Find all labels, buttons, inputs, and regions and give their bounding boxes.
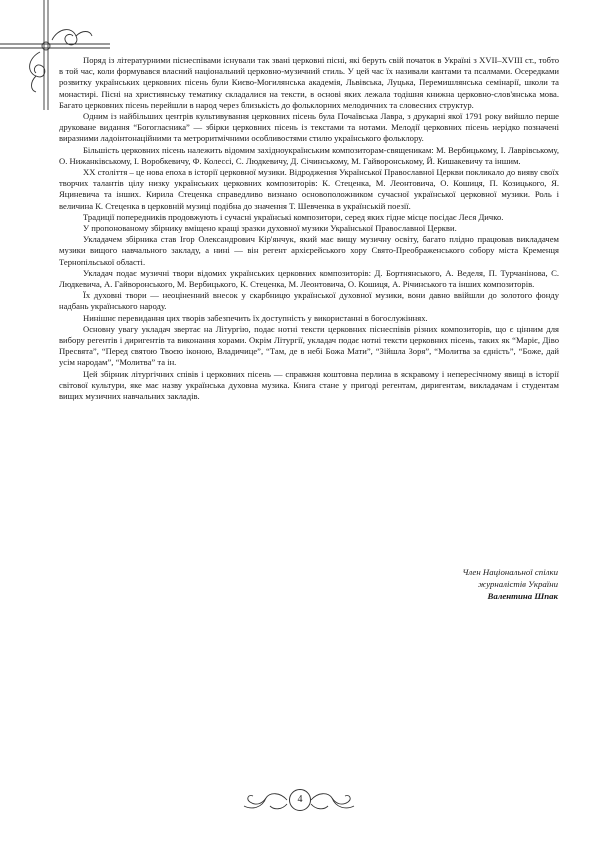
paragraph: Основну увагу укладач звертає на Літургію, подає нотні тексти церковних піснеспівів різних композиторів, що є цінним для вибору регентів і диригентів та виконання хорами. Окрім Літургії, укладач подає нотні тексти церковних пісень, таких як “Маріє, Діво Пресвята”, “Перед святою Твоєю іконою, Владичице”, “Там, де в небі Божа Мати”, “Зійшла Зоря”, “Молитва за єдність”, “Боже, дай усім народам”, “Молитва” та ін. <box>59 323 559 368</box>
paragraph: Більшість церковних пісень належить відомим західноукраїнським композиторам-священикам: М. Вербицькому, І. Лаврівському, О. Нижанківському, І. Воробкевичу, Ф. Колессі, С. Людкевичу, Д. Січинському, М. Гайворонському, Й. Кишакевичу та іншим. <box>59 144 559 166</box>
page-footer <box>0 780 595 820</box>
signature-name: Валентина Шпак <box>487 591 558 601</box>
paragraph: У пропонованому збірнику вміщено кращі зразки духовної музики Української Православної Церкви. <box>83 223 457 234</box>
paragraph: Їх духовні твори — неоціненний внесок у скарбницю української духовної музики, вони давно ввійшли до золотого фонду надбань українського народу. <box>59 290 559 312</box>
page-number: 4 <box>289 789 311 811</box>
paragraph: XX століття – це нова епоха в історії церковної музики. Відродження Української Православної Церкви покликало до вияву своїх творчих талантів цілу низку українських церковних композиторів: К. Стеценка, М. Леонтовича, О. Кошиця, П. Козицького, Я. Яциневича та інших. Кирила Стеценка справедливо визнано основоположником сучасної української церковної музики. Роль і величина К. Стеценка в церковній музиці подібна до значення Т. Шевченка в українській поезії. <box>59 167 559 211</box>
paragraph: Цей збірник літургічних співів і церковних пісень — справжня коштовна перлина в яскравому і непересічному явищі в історії світової культури, яке має назву українська духовна музика. Книга стане у пригоді регентам, диригентам, викладачам і студентам вищих музичних навчальних закладів. <box>59 368 559 402</box>
signature-affiliation-line1: Член Національної спілки <box>462 567 558 577</box>
paragraph: Поряд із літературними піснеспівами існували так звані церковні пісні, які беруть свій початок в Україні з XVII–XVIII ст., тобто в той час, коли формувався власний національний церковно-музичний стиль. У цей час їх називали кантами та псалмами. Осередками розвитку українських церковних пісень були Києво-Могилянська академія, Львівська, Луцька, Перемишлянська семінарії, школи та монастирі. Пісні на християнську тематику складалися на тексти, в основі яких лежала тодішня книжна церковно-слов'янська мова. Багато церковних пісень перейшли в народ через близькість до фольклорних мелодичних та словесних структур. <box>59 55 559 110</box>
paragraph: Одним із найбільших центрів культивування церковних пісень була Почаївська Лавра, з друкарні якої 1791 року вийшло перше друковане видання “Богогласника” — збірки церковних пісень із текстами та нотами. Мелодії церковних пісень нерідко позначені виразними ладоінтонаційними та метроритмічними особливостями стилю українського фольклору. <box>59 111 559 144</box>
signature-block <box>462 566 558 602</box>
paragraph: Нинішнє перевидання цих творів забезпечить їх доступність у використанні в богослужіннях. <box>83 312 428 323</box>
paragraph: Укладач подає музичні твори відомих українських церковних композиторів: Д. Бортнянського, А. Веделя, П. Турчанінова, С. Людкевича, А. Гайворонського, М. Вербицького, К. Стеценка, М. Леонтовича, О. Кошиця, А. Річинського та інших композиторів. <box>59 267 559 290</box>
paragraph: Традиції попередників продовжують і сучасні українські композитори, серед яких гідне місце посідає Леся Дичко. <box>83 211 504 222</box>
signature-affiliation-line2: журналістів України <box>478 579 558 589</box>
paragraph: Укладачем збірника став Ігор Олександрович Кір'янчук, який має вищу музичну освіту, багато плідно працював викладачем музики вищого навчального закладу, а нині — він регент архієрейського хору Свято-Преображенського собору міста Кременця Тернопільської області. <box>59 234 559 267</box>
article-body <box>59 55 559 402</box>
